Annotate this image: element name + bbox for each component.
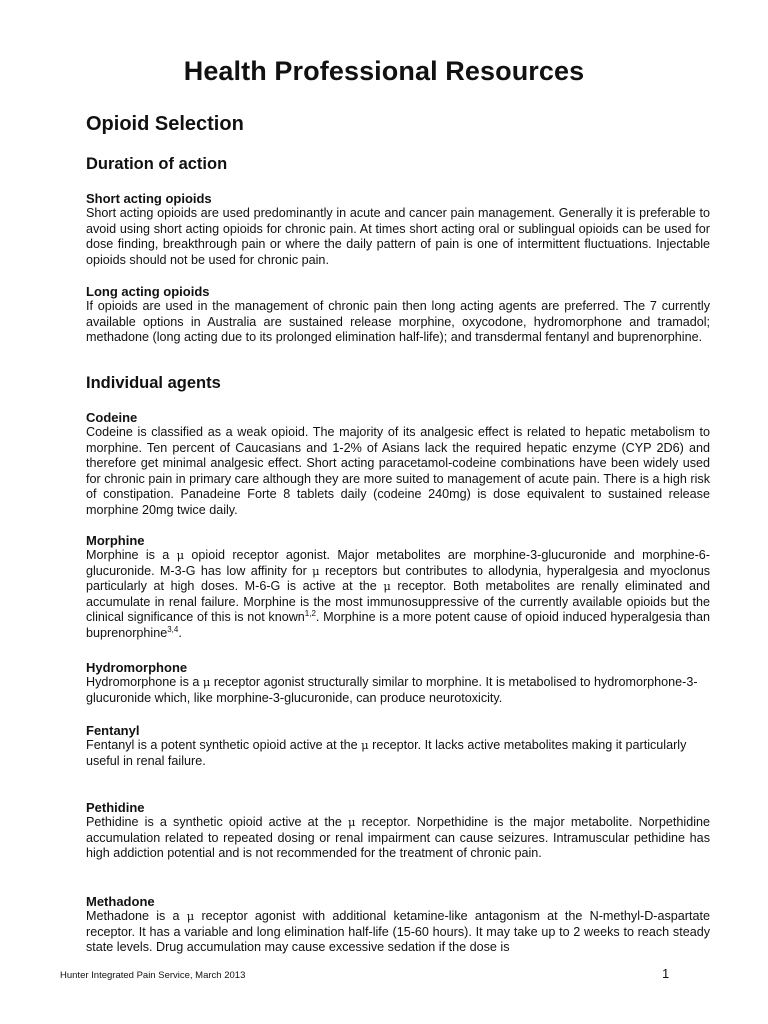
page-number: 1 [662, 966, 670, 981]
morphine-heading: Morphine [86, 533, 145, 548]
hydromorphone-block [86, 660, 710, 706]
codeine-heading: Codeine [86, 410, 138, 425]
mu-symbol: μ [312, 563, 320, 578]
reference-superscript: 3,4 [167, 624, 179, 634]
long-acting-text: If opioids are used in the management of chronic pain then long acting agents are preferred. The 7 currently available options in Australia are sustained release morphine, oxycodone, hydromorphone and tramadol; methadone (long acting due to its prolonged elimination half-life); and transdermal fentanyl and buprenorphine. [86, 299, 710, 345]
page-title: Health Professional Resources [183, 56, 585, 86]
mu-symbol: μ [347, 815, 356, 829]
methadone-block [86, 894, 710, 956]
morphine-block [86, 533, 710, 642]
fentanyl-heading: Fentanyl [86, 723, 140, 738]
methadone-heading: Methadone [86, 894, 155, 909]
mu-symbol: μ [186, 909, 195, 923]
section-heading-individual: Individual agents [86, 374, 221, 392]
methadone-text: Methadone is a μ receptor agonist with additional ketamine-like antagonism at the N-methyl-D-aspartate receptor. It has a variable and long elimination half-life (15-60 hours). It may take up to 2 weeks to reach steady state levels. Drug accumulation may cause excessive sedation if the dose is [86, 909, 710, 955]
footer-source: Hunter Integrated Pain Service, March 2013 [60, 970, 246, 981]
fentanyl-text: Fentanyl is a potent synthetic opioid active at the μ receptor. It lacks active metabolites making it particularly useful in renal failure. [86, 738, 687, 768]
hydromorphone-heading: Hydromorphone [86, 660, 188, 675]
mu-symbol: μ [361, 738, 369, 752]
short-acting-heading: Short acting opioids [86, 191, 212, 206]
codeine-text: Codeine is classified as a weak opioid. The majority of its analgesic effect is related to hepatic metabolism to morphine. Ten percent of Caucasians and 1-2% of Asians lack the required hepatic enzyme (CYP 2D6) and therefore get minimal analgesic effect. Short acting paracetamol-codeine combinations have been widely used for chronic pain in primary care although they are more suited to management of acute pain. There is a high risk of constipation. Panadeine Forte 8 tablets daily (codeine 240mg) is dose equivalent to sustained release morphine 20mg twice daily. [86, 425, 710, 517]
short-acting-text: Short acting opioids are used predominantly in acute and cancer pain management. Generally it is preferable to avoid using short acting opioids for chronic pain. At times short acting oral or sublingual opioids can be used for dose finding, breakthrough pain or where the daily pattern of pain is one of intermittent fluctuations. Injectable opioids should not be used for chronic pain. [86, 206, 710, 267]
reference-superscript: 1,2 [304, 609, 316, 619]
long-acting-block [86, 284, 710, 346]
mu-symbol: μ [176, 548, 185, 562]
pethidine-block [86, 800, 710, 862]
hydromorphone-text: Hydromorphone is a μ receptor agonist structurally similar to morphine. It is metabolised to hydromorphone-3-glucuronide which, like morphine-3-glucuronide, can produce neurotoxicity. [86, 675, 698, 705]
fentanyl-block [86, 723, 710, 769]
section-heading-duration: Duration of action [86, 155, 228, 173]
mu-symbol: μ [383, 579, 391, 594]
mu-symbol: μ [202, 675, 211, 689]
long-acting-heading: Long acting opioids [86, 284, 210, 299]
morphine-text: Morphine is a μ opioid receptor agonist. Major metabolites are morphine-3-glucuronide and morphine-6-glucuronide. M-3-G has low affinity for μ receptors but contributes to allodynia, hyperalgesia and myoclonus particularly at high doses. M-6-G is active at the μ receptor. Both metabolites are renally eliminated and accumulate in renal failure. Morphine is the most immunosuppressive of the currently available opioids but the clinical significance of this is not known$^{1,2}$. Morphine is a more potent cause of opioid induced hyperalgesia than buprenorphine$^{3,4}$. [86, 548, 711, 640]
codeine-block [86, 410, 710, 519]
pethidine-heading: Pethidine [86, 800, 145, 815]
page-subtitle: Opioid Selection [86, 113, 244, 135]
short-acting-block [86, 191, 710, 268]
pethidine-text: Pethidine is a synthetic opioid active at the μ receptor. Norpethidine is the major metabolite. Norpethidine accumulation related to repeated dosing or renal impairment can cause seizures. Intramuscular pethidine has high addiction potential and is not recommended for the treatment of chronic pain. [86, 815, 710, 861]
